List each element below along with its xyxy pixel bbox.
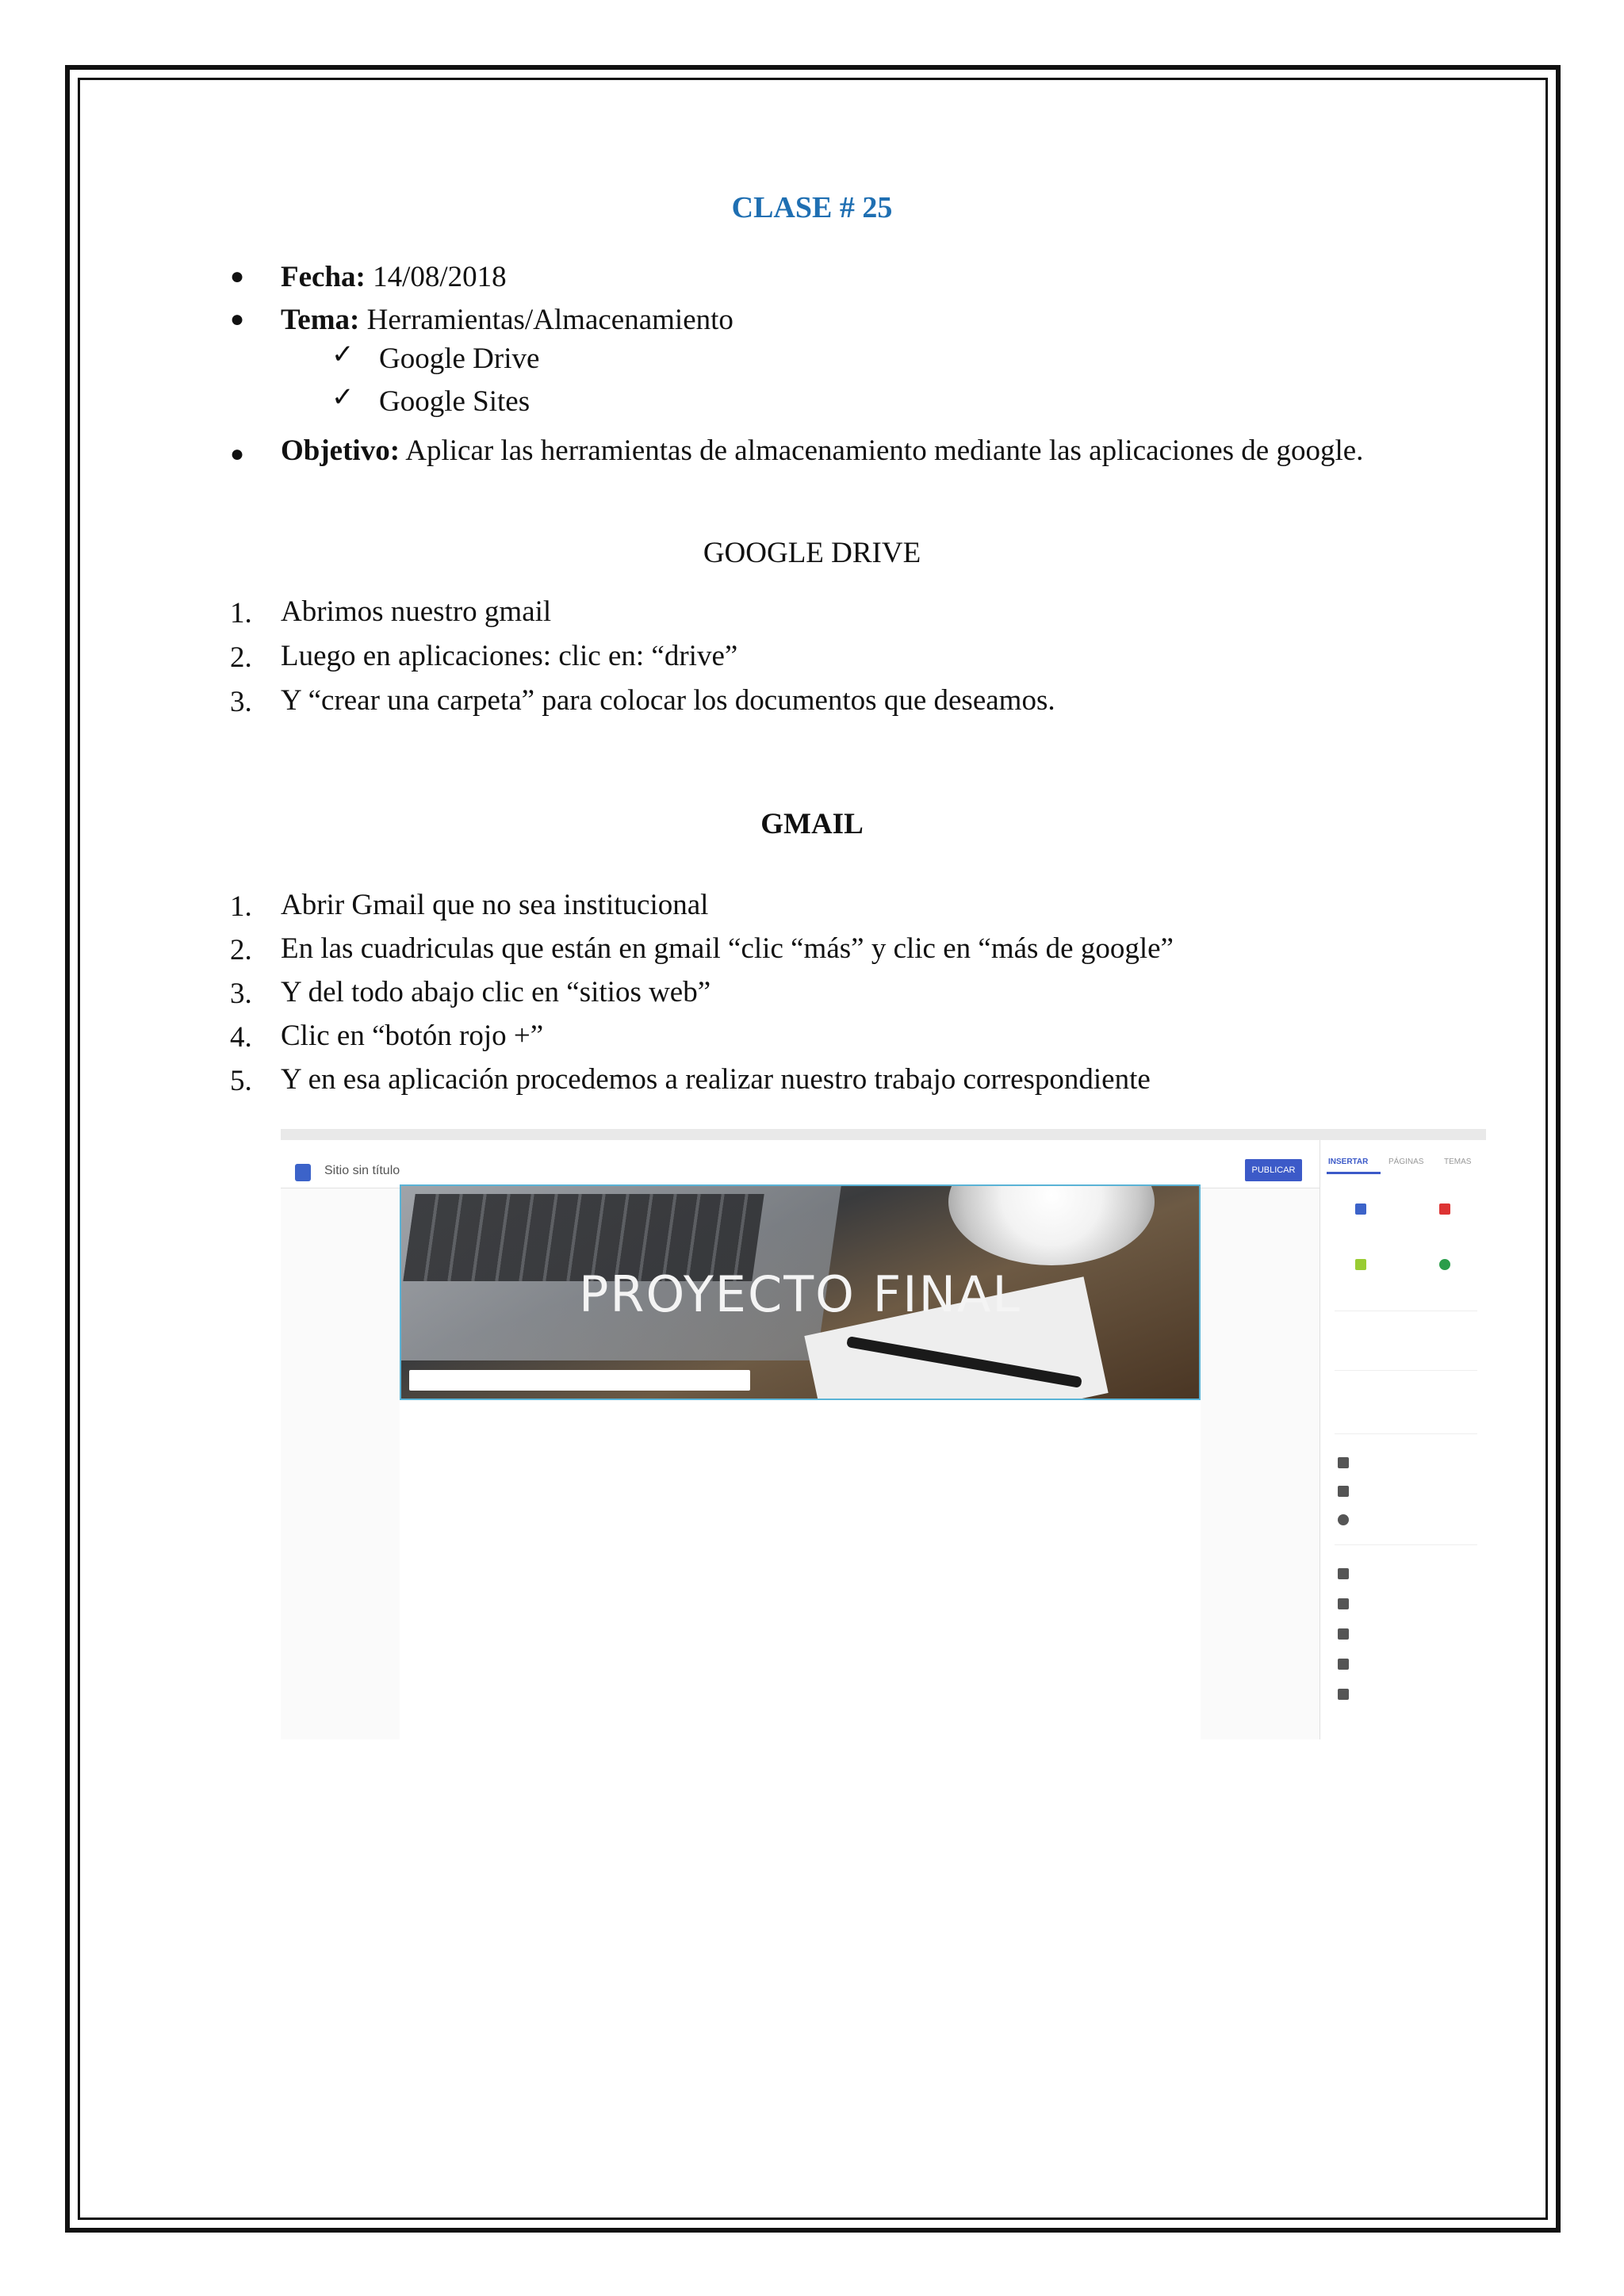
objetivo-value: Aplicar las herramientas de almacenamiento mediante las aplicaciones de google. — [400, 434, 1364, 467]
google-sites-screenshot — [281, 1129, 1486, 1739]
active-tab-indicator — [1327, 1172, 1381, 1174]
gmail-step: Y en esa aplicación procedemos a realizar nuestro trabajo correspondiente — [281, 1063, 1151, 1096]
tema-item: Google Drive — [379, 342, 540, 375]
browser-bar — [281, 1129, 1486, 1141]
drive-step: Y “crear una carpeta” para colocar los documentos que deseamos. — [281, 684, 1055, 717]
tab-insertar: INSERTAR — [1328, 1158, 1369, 1166]
sites-logo-icon — [295, 1164, 311, 1181]
step-number: 4. — [230, 1021, 252, 1054]
checkmark-icon: ✓ — [331, 340, 354, 369]
objetivo-label: Objetivo: — [281, 434, 400, 467]
hero-title: PROYECTO FINAL — [579, 1265, 1021, 1323]
panel-divider — [1335, 1544, 1477, 1552]
panel-divider — [1335, 1433, 1477, 1441]
panel-divider — [1335, 1311, 1477, 1318]
objetivo-paragraph — [281, 431, 1391, 471]
site-name: Sitio sin título — [324, 1164, 400, 1177]
tema-value: Herramientas/Almacenamiento — [359, 304, 733, 336]
tema-line — [281, 300, 733, 340]
step-number: 5. — [230, 1065, 252, 1097]
drive-heading: GOOGLE DRIVE — [703, 537, 921, 569]
tab-paginas: PÁGINAS — [1388, 1158, 1424, 1166]
step-number: 2. — [230, 934, 252, 966]
fecha-line — [281, 258, 507, 297]
gmail-heading: GMAIL — [760, 808, 864, 840]
publish-button: PUBLICAR — [1245, 1159, 1302, 1181]
page-title: CLASE # 25 — [731, 191, 893, 224]
fecha-value: 14/08/2018 — [365, 261, 507, 293]
drive-step: Abrimos nuestro gmail — [281, 595, 552, 628]
insert-panel — [1320, 1140, 1486, 1739]
bullet-icon: ● — [230, 441, 245, 467]
bullet-icon: ● — [230, 306, 245, 332]
sites-toolbar — [281, 1140, 1486, 1188]
panel-divider — [1335, 1370, 1477, 1377]
tema-item: Google Sites — [379, 385, 530, 418]
checkmark-icon: ✓ — [331, 383, 354, 412]
coffee-cup-image — [948, 1184, 1155, 1265]
bullet-icon: ● — [230, 263, 245, 289]
gmail-step: Y del todo abajo clic en “sitios web” — [281, 976, 711, 1008]
fecha-label: Fecha: — [281, 261, 366, 293]
gmail-step: En las cuadriculas que están en gmail “clic “más” y clic en “más de google” — [281, 932, 1174, 965]
step-number: 1. — [230, 597, 252, 629]
tema-label: Tema: — [281, 304, 360, 336]
hero-toolbar — [409, 1370, 750, 1391]
tab-temas: TEMAS — [1444, 1158, 1472, 1166]
step-number: 1. — [230, 890, 252, 923]
drive-step: Luego en aplicaciones: clic en: “drive” — [281, 640, 738, 672]
step-number: 3. — [230, 686, 252, 718]
step-number: 3. — [230, 978, 252, 1010]
gmail-step: Clic en “botón rojo +” — [281, 1020, 544, 1052]
hero-banner — [400, 1184, 1201, 1400]
step-number: 2. — [230, 641, 252, 674]
gmail-step: Abrir Gmail que no sea institucional — [281, 889, 709, 921]
